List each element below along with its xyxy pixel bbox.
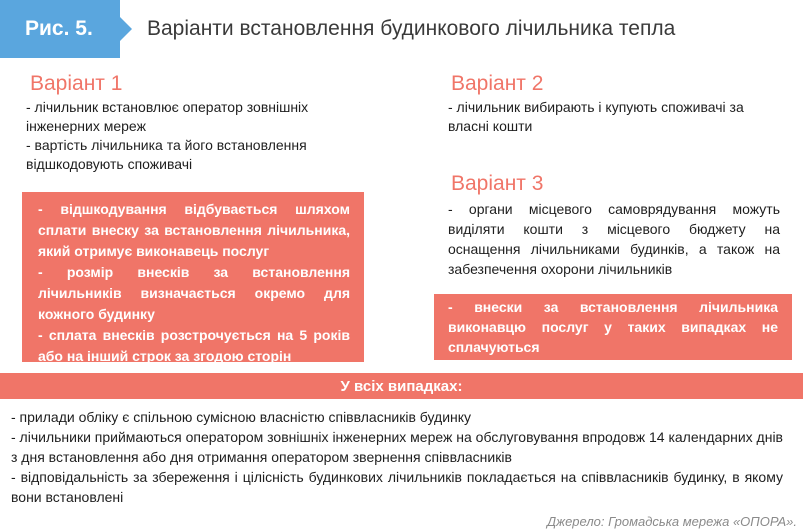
figure-label-arrow: [120, 17, 132, 41]
figure-title: Варіанти встановлення будинкового лічильника тепла: [147, 17, 676, 40]
variant-1-highlight-point: - відшкодування відбувається шляхом сплати внеску за встановлення лічильника, який отримує виконавець послуг: [38, 201, 350, 259]
variant-3-title: Варіант 3: [451, 172, 544, 195]
variant-3-point: - органи місцевого самоврядування можуть виділяти кошти з місцевого бюджету на оснащення лічильниками будинків, а також на забезпечення охорони лічильників: [448, 201, 780, 277]
variant-3-highlight-point: - внески за встановлення лічильника виконавцю послуг у таких випадках не сплачуються: [448, 299, 778, 355]
figure-label: Рис. 5.: [0, 0, 120, 58]
variants-panel: [0, 58, 803, 373]
variant-1-text: [26, 98, 366, 174]
all-cases-point: - лічильники приймаються оператором зовнішніх інженерних мереж на обслуговування впродовж 14 календарних днів з дня встановлення або дня отримання оператором звернення співвласників: [11, 429, 783, 465]
all-cases-point: - відповідальність за збереження і цілісність будинкових лічильників покладається на співвласників будинку, в якому вони встановлені: [11, 469, 783, 505]
variant-3-text: [448, 199, 780, 279]
variant-1-highlight-point: - розмір внесків за встановлення лічильників визначається окремо для кожного будинку: [38, 264, 350, 322]
variant-1-point: - лічильник встановлює оператор зовнішніх інженерних мереж: [26, 99, 309, 134]
variant-2-title: Варіант 2: [451, 72, 544, 95]
all-cases-panel: [0, 399, 803, 531]
variant-3-highlight-box: [434, 294, 792, 360]
variant-2-text: [448, 98, 782, 136]
variant-1-highlight-point: - сплата внесків розстрочується на 5 років або на інший строк за згодою сторін: [38, 327, 350, 364]
variant-1-title: Варіант 1: [30, 72, 123, 95]
all-cases-point: - прилади обліку є спільною сумісною власністю співвласників будинку: [11, 409, 472, 425]
figure-header: [0, 0, 803, 58]
source-note: Джерело: Громадська мережа «ОПОРА».: [546, 514, 797, 529]
variant-1-highlight-box: [22, 192, 364, 362]
all-cases-text: [11, 407, 783, 507]
variant-1-point: - вартість лічильника та його встановлення відшкодовують споживачі: [26, 137, 307, 172]
all-cases-header: У всіх випадках:: [0, 373, 803, 399]
variant-2-point: - лічильник вибирають і купують споживачі за власні кошти: [448, 99, 744, 134]
